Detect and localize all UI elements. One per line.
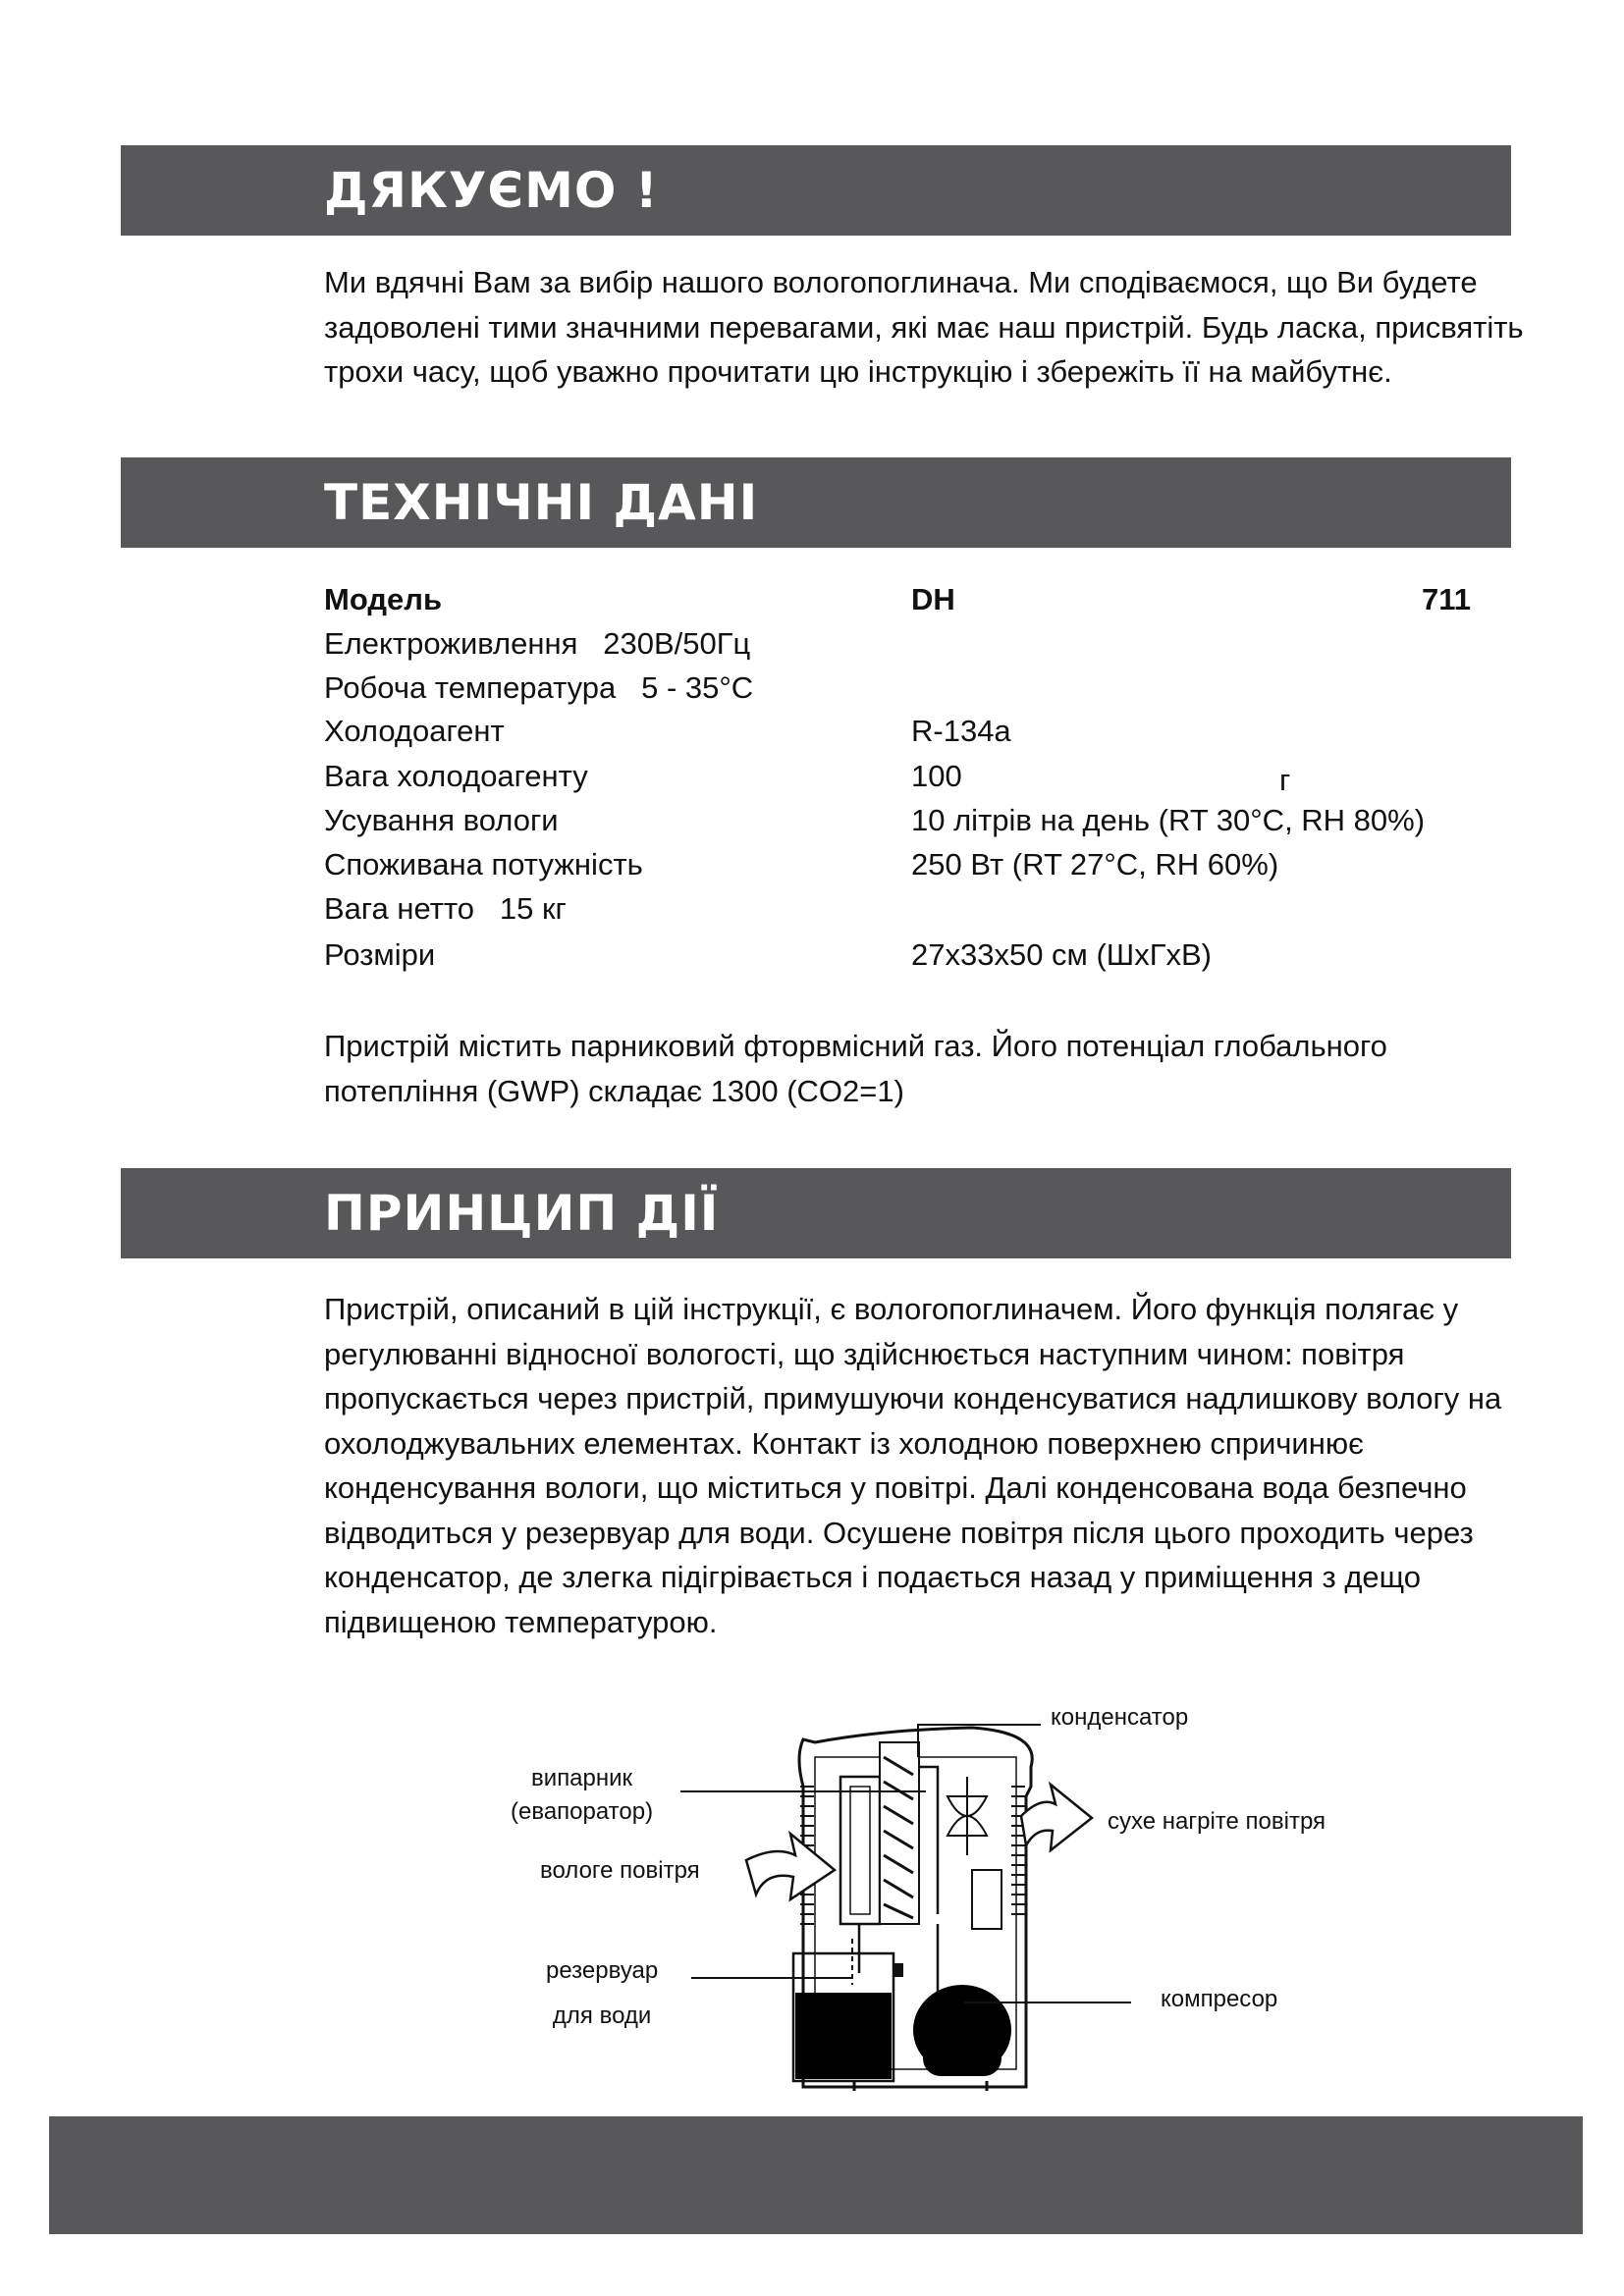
spec-value-power-consumption: 250 Вт (RT 27°C, RH 60%): [911, 847, 1279, 881]
principle-title: ПРИНЦИП ДІЇ: [324, 1185, 720, 1242]
spec-unit-refrigerant-weight: г: [1279, 763, 1291, 797]
evaporator-body: [840, 1777, 880, 1924]
humid-air-arrow: [746, 1834, 835, 1899]
spec-label-power-supply: Електроживлення 230В/50Гц: [324, 626, 751, 661]
fan-icon: [947, 1777, 1001, 1929]
model-number: 711: [1422, 582, 1472, 616]
spec-label-refrigerant: Холодоагент: [324, 714, 505, 748]
label-humid-air: вологе повітря: [540, 1857, 700, 1884]
spec-label-power-consumption: Споживана потужність: [324, 847, 643, 881]
spec-label-dehumidification: Усування вологи: [324, 803, 559, 837]
thanks-title: ДЯКУЄМО !: [324, 162, 659, 219]
spec-value-dehumidification: 10 літрів на день (RT 30°C, RH 80%): [911, 803, 1426, 837]
label-compressor: компресор: [1161, 1986, 1278, 2012]
model-prefix: DH: [911, 582, 955, 616]
dry-air-arrow: [1021, 1785, 1092, 1850]
label-tank: резервуар для води: [546, 1957, 659, 2029]
spec-value-refrigerant-weight: 100: [911, 759, 962, 793]
tech-title: ТЕХНІЧНІ ДАНІ: [324, 474, 759, 531]
label-condenser: конденсатор: [1051, 1704, 1189, 1731]
spec-label-net-weight: Вага нетто 15 кг: [324, 891, 567, 926]
gas-note: Пристрій містить парниковий фторвмісний газ. Його потенціал глобального потепління (GWP) складає 1300 (CO2=1): [324, 1029, 1387, 1108]
footer-band: [49, 2116, 1583, 2234]
label-evaporator: випарник (евапоратор): [511, 1765, 654, 1825]
label-dry-air: сухе нагріте повітря: [1108, 1808, 1326, 1835]
thanks-paragraph: Ми вдячні Вам за вибір нашого вологопоглинача. Ми сподіваємося, що Ви будете задоволені тими значними перевагами, які має наш пристрій. Будь ласка, присвятіть трохи часу, щоб уважно прочитати цю інструкцію і збережіть її на майбутнє.: [324, 265, 1524, 389]
spec-label-dimensions: Розміри: [324, 937, 436, 972]
water-level: [795, 1993, 892, 2079]
spec-label-operating-temp: Робоча температура 5 - 35°C: [324, 670, 754, 705]
spec-value-refrigerant: R-134a: [911, 714, 1011, 748]
condenser-coil: [1011, 1787, 1025, 1914]
spec-value-dimensions: 27x33x50 см (ШxГxВ): [911, 937, 1213, 972]
spec-label-refrigerant-weight: Вага холодоагенту: [324, 759, 588, 793]
principle-paragraph: Пристрій, описаний в цій інструкції, є вологопоглиначем. Його функція полягає у регулюванні відносної вологості, що здійснюється наступним чином: повітря пропускається через пристрій, примушуючи конденсуватися надлишкову вологу на охолоджувальних елементах. Контакт із холодною поверхнею спричинює конденсування вологи, що міститься у повітрі. Далі конденсована вода безпечно відводиться у резервуар для води. Осушене повітря після цього проходить через конденсатор, де злегка підігрівається і подається назад у приміщення з дещо підвищеною температурою.: [324, 1292, 1502, 1639]
model-label: Модель: [324, 582, 443, 616]
